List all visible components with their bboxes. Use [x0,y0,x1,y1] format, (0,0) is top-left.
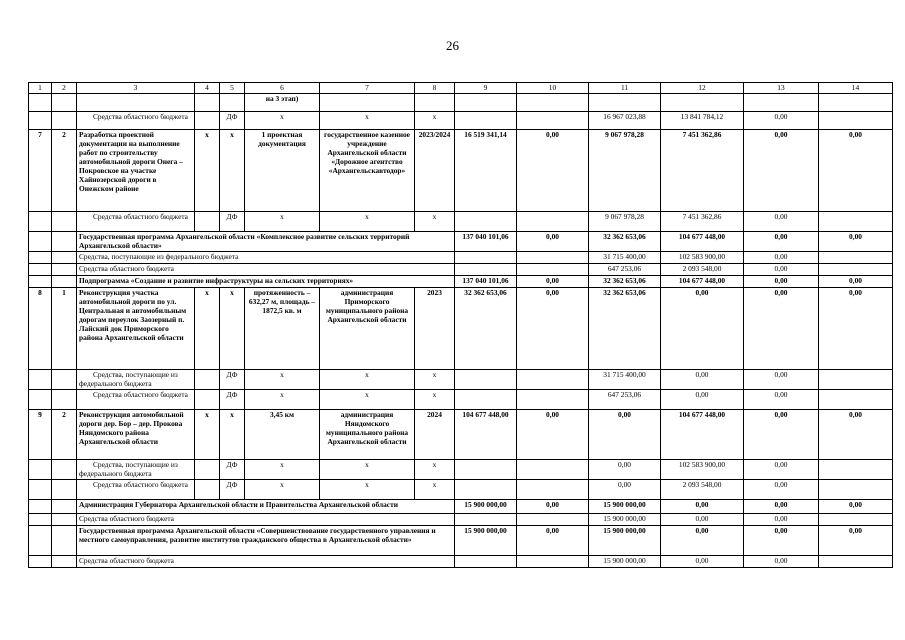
cell-project-name: Реконструкция участка автомобильной дороги по ул. Центральная и автомобильным дорогам переулок Заозерный п. Лайский док Приморского района Архангельской области [77,288,195,370]
cell-amount: 0,00 [661,514,744,526]
cell-source: Средства областного бюджета [77,212,195,232]
project-row [29,288,893,370]
cell-x: х [320,480,415,500]
cell-x: х [415,212,455,232]
cell-year: 2023/2024 [415,130,455,212]
cell-executor: администрация Няндомского муниципального района Архангельской области [320,410,415,460]
cell-source: Средства областного бюджета [77,390,195,410]
column-header: 2 [52,83,77,94]
cell-amount: 0,00 [517,410,589,460]
cell-x: х [245,460,320,480]
cell-amount: 9 067 978,28 [589,212,661,232]
cell-amount: 137 040 101,06 [455,232,517,252]
table-row [29,94,893,112]
cell-project-name: Реконструкция автомобильной дороги дер. Бор – дер. Прокова Няндомского района Архангельской области [77,410,195,460]
cell-executor: государственное казенное учреждение Архангельской области «Дорожное агентство «Архангельскавтодор» [320,130,415,212]
cell-amount: 0,00 [661,390,744,410]
cell-amount: 647 253,06 [589,390,661,410]
cell-amount: 0,00 [589,410,661,460]
cell-x: х [320,370,415,390]
cell-type: ДФ [220,112,245,130]
funding-row [29,264,893,276]
column-header: 3 [77,83,195,94]
funding-row [29,212,893,232]
cell-amount: 7 451 362,86 [661,212,744,232]
program-row [29,232,893,252]
cell-amount: 104 677 448,00 [455,410,517,460]
cell-amount: 0,00 [661,556,744,568]
cell-amount: 0,00 [819,500,893,514]
cell-amount: 0,00 [744,480,819,500]
cell-amount: 15 900 000,00 [589,514,661,526]
cell-amount: 0,00 [744,252,819,264]
cell-amount: 31 715 400,00 [589,370,661,390]
column-header: 7 [320,83,415,94]
cell-number: 8 [29,288,52,370]
cell-x: х [415,480,455,500]
cell-x: х [415,460,455,480]
funding-row [29,112,893,130]
project-row [29,410,893,460]
column-header: 14 [819,83,893,94]
cell-type: ДФ [220,212,245,232]
cell-executor: администрация Приморского муниципального района Архангельской области [320,288,415,370]
cell-amount: 102 583 900,00 [661,460,744,480]
funding-row [29,556,893,568]
cell-amount: 9 067 978,28 [589,130,661,212]
cell-x: х [320,212,415,232]
cell-type: ДФ [220,460,245,480]
cell-project-name: Разработка проектной документации на выполнение работ по строительству автомобильной дороги Онега – Покровское на участке Хайнозерской дороги в Онежском районе [77,130,195,212]
cell-amount: 0,00 [819,288,893,370]
cell-x: х [245,212,320,232]
cell-amount: 0,00 [517,276,589,288]
cell-amount: 15 900 000,00 [455,500,517,514]
cell-subprogram-name: Подпрограмма «Создание и развитие инфраструктуры на сельских территориях» [77,276,455,288]
cell-source: Средства, поступающие из федерального бюджета [77,252,455,264]
column-header: 12 [661,83,744,94]
cell-amount: 0,00 [517,288,589,370]
column-header: 4 [195,83,220,94]
cell-x: х [220,288,245,370]
cell-program-name: Государственная программа Архангельской области «Совершенствование государственного управления и местного самоуправления, развитие институтов гражданского общества в Архангельской области» [77,526,455,556]
cell-number: 1 [52,288,77,370]
cell-result: 1 проектная документация [245,130,320,212]
cell-administration-name: Администрация Губернатора Архангельской области и Правительства Архангельской области [77,500,455,514]
cell-number: 9 [29,410,52,460]
cell-amount: 31 715 400,00 [589,252,661,264]
cell-amount: 13 841 784,12 [661,112,744,130]
funding-row [29,370,893,390]
cell-source: Средства областного бюджета [77,112,195,130]
column-header: 5 [220,83,245,94]
cell-source: Средства областного бюджета [77,480,195,500]
cell-amount: 0,00 [744,212,819,232]
cell-amount: 0,00 [819,232,893,252]
cell-amount: 0,00 [744,112,819,130]
cell-x: х [220,410,245,460]
cell-amount: 0,00 [744,370,819,390]
subprogram-row [29,276,893,288]
cell-amount: 0,00 [661,288,744,370]
cell-year: 2023 [415,288,455,370]
cell-amount: 0,00 [517,130,589,212]
cell-amount: 32 362 653,06 [589,276,661,288]
project-row [29,130,893,212]
cell-result: 3,45 км [245,410,320,460]
cell-amount: 2 093 548,00 [661,480,744,500]
column-header: 6 [245,83,320,94]
cell-amount: 32 362 653,06 [455,288,517,370]
cell-year: 2024 [415,410,455,460]
cell-x: х [415,390,455,410]
cell-amount: 16 519 341,14 [455,130,517,212]
cell-source: Средства областного бюджета [77,556,455,568]
cell-amount: 15 900 000,00 [589,526,661,556]
cell-amount: 104 677 448,00 [661,276,744,288]
cell-type: ДФ [220,480,245,500]
program-row [29,526,893,556]
cell-source: Средства, поступающие из федерального бюджета [77,370,195,390]
cell-amount: 0,00 [744,390,819,410]
cell-amount: 32 362 653,06 [589,288,661,370]
cell-amount: 15 900 000,00 [455,526,517,556]
cell-amount: 104 677 448,00 [661,232,744,252]
cell-amount: 7 451 362,86 [661,130,744,212]
cell-amount: 2 093 548,00 [661,264,744,276]
cell-amount: 0,00 [661,370,744,390]
cell-amount: 0,00 [819,526,893,556]
cell-amount: 0,00 [744,526,819,556]
cell-type: ДФ [220,390,245,410]
column-header: 13 [744,83,819,94]
cell-amount: 0,00 [744,514,819,526]
cell-amount: 16 967 023,88 [589,112,661,130]
cell-x: х [245,112,320,130]
cell-amount: 0,00 [744,130,819,212]
cell-x: х [220,130,245,212]
cell-result: на 3 этап) [245,94,320,112]
cell-amount: 15 900 000,00 [589,556,661,568]
cell-amount: 0,00 [744,500,819,514]
column-header: 8 [415,83,455,94]
cell-x: х [415,112,455,130]
funding-row [29,480,893,500]
page-number: 26 [446,38,459,53]
cell-source: Средства, поступающие из федерального бюджета [77,460,195,480]
budget-table [28,82,893,568]
cell-x: х [320,112,415,130]
cell-number: 2 [52,130,77,212]
cell-type: ДФ [220,370,245,390]
program-row [29,500,893,514]
cell-source: Средства областного бюджета [77,514,455,526]
column-header: 1 [29,83,52,94]
cell-amount: 0,00 [744,276,819,288]
cell-x: х [195,130,220,212]
cell-program-name: Государственная программа Архангельской области «Комплексное развитие сельских территорий Архангельской области» [77,232,455,252]
column-number-row [29,83,893,94]
cell-x: х [415,370,455,390]
cell-x: х [245,480,320,500]
cell-amount: 0,00 [661,500,744,514]
cell-x: х [245,390,320,410]
cell-x: х [195,288,220,370]
cell-amount: 0,00 [517,232,589,252]
cell-x: х [195,410,220,460]
cell-amount: 0,00 [661,526,744,556]
cell-number: 7 [29,130,52,212]
cell-amount: 647 253,06 [589,264,661,276]
column-header: 11 [589,83,661,94]
cell-x: х [320,390,415,410]
cell-amount: 0,00 [517,500,589,514]
cell-amount: 0,00 [744,264,819,276]
funding-row [29,514,893,526]
cell-amount: 102 583 900,00 [661,252,744,264]
cell-amount: 0,00 [589,480,661,500]
cell-amount: 32 362 653,06 [589,232,661,252]
cell-amount: 15 900 000,00 [589,500,661,514]
cell-amount: 0,00 [819,130,893,212]
cell-result: протяженность – 632,27 м, площадь – 1872,5 кв. м [245,288,320,370]
cell-amount: 0,00 [517,526,589,556]
cell-amount: 0,00 [744,410,819,460]
cell-amount: 0,00 [744,288,819,370]
cell-x: х [245,370,320,390]
column-header: 9 [455,83,517,94]
cell-amount: 0,00 [819,410,893,460]
funding-row [29,460,893,480]
funding-row [29,252,893,264]
funding-row [29,390,893,410]
cell-amount: 137 040 101,06 [455,276,517,288]
cell-amount: 104 677 448,00 [661,410,744,460]
cell-amount: 0,00 [819,276,893,288]
cell-source: Средства областного бюджета [77,264,455,276]
cell-number: 2 [52,410,77,460]
cell-amount: 0,00 [744,556,819,568]
cell-amount: 0,00 [589,460,661,480]
cell-x: х [320,460,415,480]
column-header: 10 [517,83,589,94]
cell-amount: 0,00 [744,232,819,252]
cell-amount: 0,00 [744,460,819,480]
